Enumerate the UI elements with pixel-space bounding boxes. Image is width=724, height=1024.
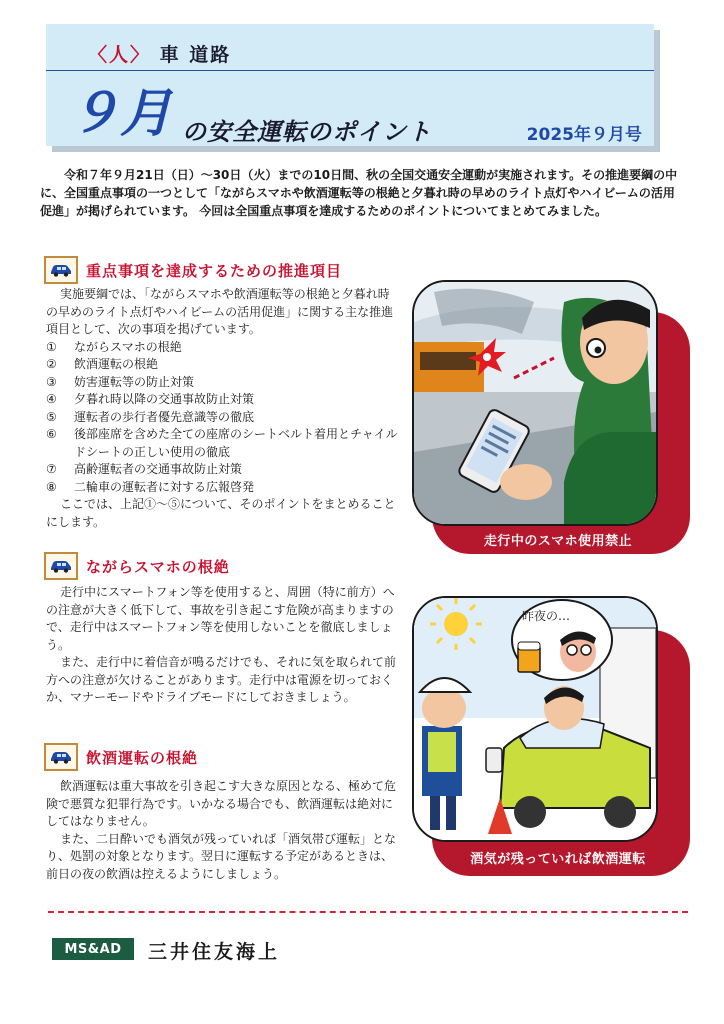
- car-icon: [44, 552, 78, 580]
- list-item: ① ながらスマホの根絶: [46, 339, 182, 354]
- illustration2-caption: 酒気が残っていれば飲酒運転: [470, 852, 646, 867]
- list-item: ⑦ 高齢運転者の交通事故防止対策: [46, 462, 243, 476]
- section2-body: [46, 584, 398, 707]
- section-heading-drunk-driving: [44, 743, 198, 771]
- drunk-driving-illustration: [412, 596, 658, 842]
- section1-body: [46, 286, 398, 531]
- section-heading-smartphone: [44, 552, 230, 580]
- thought-bubble-text: 昨夜の…: [522, 609, 571, 623]
- section3-paragraph: 飲酒運転は重大事故を引き起こす大きな原因となる、極めて危険で悪質な犯罪行為です。いかなる場合でも、飲酒運転は絶対にしてはなりません。: [46, 779, 397, 828]
- smartphone-driving-illustration: [412, 280, 658, 526]
- list-item: ⑧ 二輪車の運転者に対する広報啓発: [46, 479, 255, 494]
- subtitle-rest: 車 道路: [159, 44, 232, 66]
- section-title: 飲酒運転の根絶: [86, 748, 199, 767]
- issue-date: 2025年９月号: [526, 125, 642, 145]
- car-icon: [44, 256, 78, 284]
- company-logo-mark: MS&AD: [52, 938, 134, 960]
- banner-divider: [46, 70, 654, 71]
- list-item: ⑤ 運転者の歩行者優先意識等の徹底: [46, 409, 255, 424]
- car-icon: [44, 743, 78, 771]
- section-heading-priorities: [44, 256, 342, 284]
- list-item: ② 飲酒運転の根絶: [46, 357, 159, 371]
- list-item: ⑥ 後部座席を含めた全ての座席のシートベルト着用とチャイルドシートの正しい使用の徹底: [46, 427, 398, 459]
- month-label: ９月: [68, 84, 173, 144]
- footer-divider: [48, 911, 688, 913]
- section2-paragraph: また、走行中に着信音が鳴るだけでも、それに気を取られて前方への注意が欠けることがあります。走行中は電源を切っておくか、マナーモードやドライブモードにしておきましょう。: [46, 655, 397, 704]
- priority-list: [46, 339, 398, 497]
- section3-body: [46, 778, 398, 883]
- list-item: ④ 夕暮れ時以降の交通事故防止対策: [46, 392, 255, 406]
- section-title: 重点事項を達成するための推進項目: [86, 261, 343, 280]
- section1-closing: ここでは、上記①～⑤について、そのポイントをまとめることにします。: [46, 497, 396, 529]
- header-subtitle: [88, 40, 231, 67]
- list-item: ③ 妨害運転等の防止対策: [46, 374, 195, 389]
- subtitle-person: 〈人〉: [88, 44, 152, 66]
- section2-paragraph: 走行中にスマートフォン等を使用すると、周囲（特に前方）への注意が大きく低下して、事故を引き起こす危険が高まりますので、走行中はスマートフォン等を使用しないことを徹底しましょう。: [46, 585, 395, 652]
- illustration1-caption: 走行中のスマホ使用禁止: [483, 534, 633, 549]
- intro-text: [40, 166, 680, 220]
- page-title: の安全運転のポイント: [182, 118, 432, 146]
- company-name: 三井住友海上: [148, 941, 281, 963]
- header-banner: [46, 24, 654, 146]
- section3-paragraph: また、二日酔いでも酒気が残っていれば「酒気帯び運転」となり、処罰の対象となります。翌日に運転する予定があるときは、前日の夜の飲酒は控えるようにしましょう。: [46, 831, 397, 881]
- section-title: ながらスマホの根絶: [86, 557, 230, 576]
- intro-paragraph: 令和７年９月21日（日）～30日（火）までの10日間、秋の全国交通安全運動が実施されます。その推進要綱の中に、全国重点事項の一つとして「ながらスマホや飲酒運転等の根絶と夕暮れ時の早めのライト点灯やハイビームの活用促進」が掲げられています。 今回は全国重点事項を達成するためのポイントについてまとめてみました。: [40, 168, 678, 218]
- section1-lead: 実施要綱では、「ながらスマホや飲酒運転等の根絶と夕暮れ時の早めのライト点灯やハイビームの活用促進」に関する主な推進項目として、次の事項を掲げています。: [46, 287, 394, 336]
